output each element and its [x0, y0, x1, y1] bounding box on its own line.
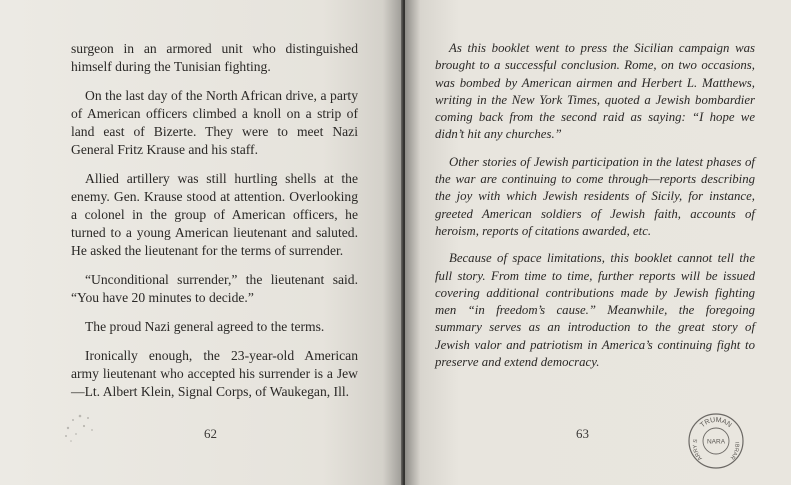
paragraph: Allied artillery was still hurtling shells at the enemy. Gen. Krause stood at attention. Overlooking a colonel in the group of American officers, he turned to a young American lieutenant and saluted. He asked the lieutenant for the terms of surrender. [71, 171, 358, 258]
paragraph: Ironically enough, the 23-year-old American army lieutenant who accepted his surrender is a Jew—Lt. Albert Klein, Signal Corps, of Waukegan, Ill. [71, 348, 358, 399]
stamp-left-text: ARRY S [692, 438, 704, 462]
paragraph: As this booklet went to press the Sicilian campaign was brought to a successful conclusion. Rome, on two occasions, was bombed by American airmen and Herbert L. Matthews, writing in the New York Times, quoted a Jewish bombardier coming back from the second raid as saying: “I hope we didn’t hit any churches.” [435, 41, 755, 142]
paragraph: Because of space limitations, this booklet cannot tell the full story. From time to time, further reports will be issued covering additional contributions made by Jewish fighting men “in freedom’s cause.” Meanwhile, the foregoing summary serves as an introduction to the great story of Jewish valor and patriotism in America’s continuing fight to preserve and extend democracy. [435, 251, 755, 370]
paragraph: Other stories of Jewish participation in the latest phases of the war are continuing to come through—reports describing the joy with which Jewish residents of Sicily, for instance, greeted American soldiers of Jewish faith, accounts of heroism, reports of citations awarded, etc. [435, 154, 755, 238]
paragraph: surgeon in an armored unit who distinguished himself during the Tunisian fighting. [71, 41, 358, 74]
stamp-top-text: TRUMAN [699, 416, 733, 430]
left-page-text [71, 40, 358, 412]
paragraph: The proud Nazi general agreed to the terms. [85, 319, 325, 334]
stamp-center-text: NARA [706, 438, 726, 446]
page-number: 62 [204, 426, 217, 441]
ink-smudge [58, 408, 104, 448]
paragraph: “Unconditional surrender,” the lieutenant said. “You have 20 minutes to decide.” [71, 272, 358, 305]
right-page-text [435, 40, 755, 381]
library-stamp-icon [687, 412, 745, 470]
page-number: 63 [576, 426, 589, 441]
svg-text:TRUMAN [699, 417, 732, 429]
paragraph: On the last day of the North African drive, a party of American officers climbed a knoll on a strip of land east of Bizerte. They were to meet Nazi General Fritz Krause and his staff. [71, 88, 358, 157]
stamp-right-text: IBRAR [728, 441, 740, 461]
right-page [405, 0, 791, 485]
